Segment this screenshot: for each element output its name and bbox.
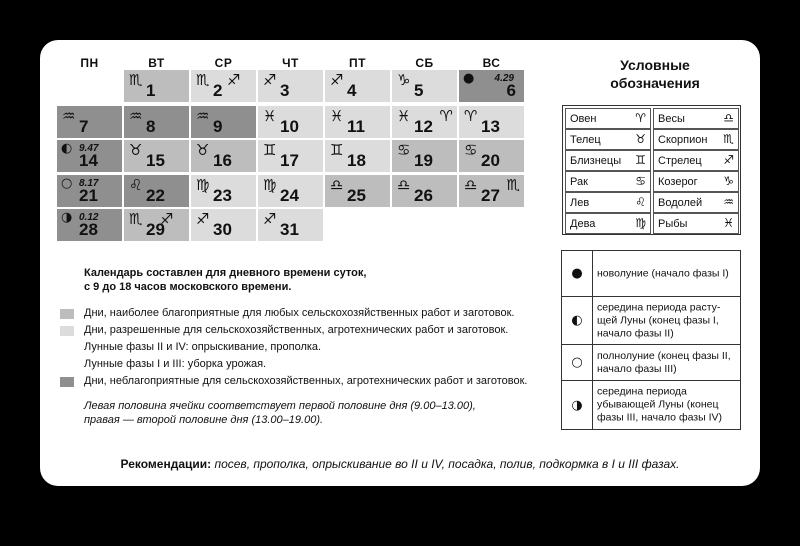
zodiac-legend-item <box>565 213 651 234</box>
day-cell <box>392 106 457 138</box>
day-cell <box>191 70 256 102</box>
day-cell <box>57 209 122 241</box>
zodiac-legend-item <box>653 192 739 213</box>
day-cell <box>258 175 323 207</box>
day-cell <box>459 106 524 138</box>
day-cell <box>392 70 457 102</box>
day-number: 31 <box>280 220 299 239</box>
phase-row-full-moon <box>562 344 740 380</box>
day-cell <box>191 209 256 241</box>
day-number: 19 <box>414 151 433 170</box>
zodiac-sign-icon: ♋ <box>397 141 411 159</box>
day-cell <box>57 140 122 172</box>
legend-title-line2: обозначения <box>610 75 700 91</box>
half-day-note-line1: Левая половина ячейки соответствует первой половине дня (9.00–13.00), <box>84 400 476 412</box>
zodiac-symbol-icon: ♋ <box>635 174 646 188</box>
phase-text: середина периода убывающей Луны (конец фазы III, начало фазы IV) <box>597 385 723 424</box>
zodiac-legend-item <box>653 171 739 192</box>
day-cell <box>124 209 189 241</box>
zodiac-sign-icon: ♉ <box>196 141 210 159</box>
zodiac-name: Близнецы <box>570 155 622 167</box>
zodiac-sign-icon: ♎ <box>330 176 344 194</box>
weekday-sat: СБ <box>415 56 434 70</box>
allowed-swatch <box>60 326 74 336</box>
phase-row-last-quarter <box>562 380 740 429</box>
day-number: 2 <box>213 81 223 100</box>
weekday-thu: ЧТ <box>282 56 299 70</box>
day-cell <box>392 175 457 207</box>
zodiac-name: Скорпион <box>658 134 708 146</box>
day-cell <box>258 140 323 172</box>
zodiac-symbol-icon: ♈ <box>635 111 646 125</box>
day-number: 16 <box>213 151 232 170</box>
day-cell <box>325 175 390 207</box>
day-cell <box>258 70 323 102</box>
day-cell <box>459 175 524 207</box>
day-cell <box>191 175 256 207</box>
zodiac-name: Козерог <box>658 176 698 188</box>
zodiac-legend-item <box>653 108 739 129</box>
zodiac-sign-icon: ♐ <box>263 210 277 228</box>
legend-title-line1: Условные <box>620 57 690 73</box>
day-cell <box>325 140 390 172</box>
phase-text: новолуние (начало фазы I) <box>597 267 729 279</box>
day-number: 18 <box>347 151 366 170</box>
zodiac-sign-icon: ♐ <box>330 71 344 89</box>
day-number: 28 <box>79 220 98 239</box>
zodiac-symbol-icon: ♉ <box>635 132 646 146</box>
day-number: 9 <box>213 117 223 136</box>
day-number: 27 <box>481 186 500 205</box>
moon-phase-icon: ○ <box>61 176 73 191</box>
zodiac-legend-item <box>565 171 651 192</box>
day-number: 25 <box>347 186 366 205</box>
zodiac-sign-icon: ♓ <box>330 107 344 125</box>
day-number: 8 <box>146 117 156 136</box>
zodiac-sign-icon: ♈ <box>464 107 478 125</box>
day-cell <box>325 70 390 102</box>
phase-text: полнолуние (конец фазы II, начало фазы III) <box>597 349 731 375</box>
phase-time: 0.12 <box>79 212 99 223</box>
zodiac-sign-icon: ♒ <box>129 107 143 125</box>
day-number: 3 <box>280 81 290 100</box>
zodiac-name: Водолей <box>658 197 703 209</box>
day-number: 20 <box>481 151 500 170</box>
phase-time: 8.17 <box>79 178 99 189</box>
phases-1-3-text: Лунные фазы I и III: уборка урожая. <box>84 358 267 370</box>
phase-text: середина периода расту-щей Луны (конец фазы I, начало фазы II) <box>597 301 721 339</box>
zodiac-sign-icon: ♋ <box>464 141 478 159</box>
day-cell <box>124 106 189 138</box>
favorable-days-text: Дни, наиболее благоприятные для любых сельскохозяйственных работ и заготовок. <box>84 307 515 319</box>
day-cell <box>258 106 323 138</box>
zodiac-sign-icon: ♏ <box>196 71 210 89</box>
unfavorable-swatch <box>60 377 74 387</box>
day-number: 5 <box>414 81 424 100</box>
day-number: 26 <box>414 186 433 205</box>
day-number: 24 <box>280 186 299 205</box>
zodiac-sign-icon: ♍ <box>196 176 210 194</box>
day-cell <box>459 70 524 102</box>
zodiac-sign-icon: ♒ <box>196 107 210 125</box>
weekday-mon: ПН <box>80 56 99 70</box>
zodiac-symbol-icon: ♒ <box>723 195 734 209</box>
day-cell <box>124 140 189 172</box>
zodiac-sign-icon: ♐ <box>227 71 241 89</box>
zodiac-legend-item <box>653 129 739 150</box>
day-number: 11 <box>347 117 365 136</box>
day-cell <box>57 106 122 138</box>
zodiac-legend-table <box>562 105 741 235</box>
zodiac-legend-item <box>565 108 651 129</box>
half-day-note-line2: правая — второй половине дня (13.00–19.00). <box>84 414 324 426</box>
zodiac-symbol-icon: ♌ <box>635 195 646 209</box>
zodiac-sign-icon: ♈ <box>439 107 453 125</box>
zodiac-sign-icon: ♐ <box>196 210 210 228</box>
zodiac-symbol-icon: ♎ <box>723 111 734 125</box>
new-moon-icon: ● <box>562 251 593 296</box>
favorable-swatch <box>60 309 74 319</box>
zodiac-symbol-icon: ♏ <box>723 132 734 146</box>
zodiac-sign-icon: ♐ <box>160 210 174 228</box>
zodiac-sign-icon: ♉ <box>129 141 143 159</box>
zodiac-sign-icon: ♐ <box>263 71 277 89</box>
phase-row-new-moon <box>562 251 740 296</box>
moon-phase-legend-table <box>561 250 741 430</box>
day-number: 6 <box>506 81 516 100</box>
zodiac-name: Телец <box>570 134 601 146</box>
day-number: 10 <box>280 117 299 136</box>
day-number: 23 <box>213 186 232 205</box>
zodiac-sign-icon: ♓ <box>263 107 277 125</box>
zodiac-sign-icon: ♎ <box>397 176 411 194</box>
zodiac-sign-icon: ♌ <box>129 176 143 194</box>
zodiac-legend-item <box>653 150 739 171</box>
last-quarter-icon: ◑ <box>562 381 593 429</box>
moon-phase-icon: ◐ <box>61 141 73 156</box>
day-number: 21 <box>79 186 98 205</box>
calendar-note-line2: с 9 до 18 часов московского времени. <box>84 281 292 293</box>
first-quarter-icon: ◐ <box>562 297 593 344</box>
zodiac-sign-icon: ♑ <box>397 71 411 89</box>
zodiac-sign-icon: ♓ <box>397 107 411 125</box>
recommendations-label: Рекомендации: <box>120 457 212 471</box>
zodiac-name: Рак <box>570 176 588 188</box>
weekday-sun: ВС <box>482 56 501 70</box>
day-number: 12 <box>414 117 433 136</box>
weekday-wed: СР <box>214 56 233 70</box>
day-number: 22 <box>146 186 165 205</box>
unfavorable-days-text: Дни, неблагоприятные для сельскохозяйственных, агротехнических работ и заготовок. <box>84 375 528 387</box>
phases-2-4-text: Лунные фазы II и IV: опрыскивание, прополка. <box>84 341 322 353</box>
zodiac-symbol-icon: ♓ <box>723 216 734 230</box>
day-number: 1 <box>146 81 156 100</box>
calendar-note-line1: Календарь составлен для дневного времени суток, <box>84 267 367 279</box>
zodiac-symbol-icon: ♊ <box>635 153 646 167</box>
day-cell <box>258 209 323 241</box>
moon-phase-icon: ◑ <box>61 210 73 225</box>
day-number: 14 <box>79 151 98 170</box>
day-cell <box>325 106 390 138</box>
day-cell <box>191 140 256 172</box>
zodiac-sign-icon: ♏ <box>129 210 143 228</box>
moon-phase-icon: ● <box>463 71 475 86</box>
zodiac-sign-icon: ♍ <box>263 176 277 194</box>
day-cell <box>459 140 524 172</box>
zodiac-name: Лев <box>570 197 590 209</box>
zodiac-sign-icon: ♊ <box>330 141 344 159</box>
allowed-days-text: Дни, разрешенные для сельскохозяйственных, агротехнических работ и заготовок. <box>84 324 509 336</box>
day-number: 7 <box>79 117 89 136</box>
zodiac-name: Рыбы <box>658 218 688 230</box>
zodiac-symbol-icon: ♑ <box>723 174 734 188</box>
zodiac-symbol-icon: ♍ <box>635 216 646 230</box>
phase-row-first-quarter <box>562 296 740 344</box>
zodiac-legend-item <box>565 150 651 171</box>
day-cell <box>124 175 189 207</box>
day-number: 13 <box>481 117 500 136</box>
zodiac-name: Овен <box>570 113 597 125</box>
recommendations <box>0 457 800 471</box>
day-number: 29 <box>146 220 165 239</box>
zodiac-sign-icon: ♏ <box>506 176 520 194</box>
zodiac-sign-icon: ♎ <box>464 176 478 194</box>
zodiac-legend-item <box>565 129 651 150</box>
zodiac-legend-item <box>565 192 651 213</box>
day-number: 30 <box>213 220 232 239</box>
day-cell <box>124 70 189 102</box>
zodiac-name: Весы <box>658 113 685 125</box>
zodiac-legend-item <box>653 213 739 234</box>
day-number: 15 <box>146 151 165 170</box>
day-cell <box>392 140 457 172</box>
day-cell <box>191 106 256 138</box>
phase-time: 9.47 <box>79 143 99 154</box>
zodiac-name: Дева <box>570 218 596 230</box>
day-number: 17 <box>280 151 299 170</box>
weekday-fri: ПТ <box>349 56 366 70</box>
legend-title <box>560 56 750 92</box>
zodiac-sign-icon: ♏ <box>129 71 143 89</box>
recommendations-text: посев, прополка, опрыскивание во II и IV, посадка, полив, подкормка в I и III фазах. <box>211 457 680 471</box>
day-cell <box>57 175 122 207</box>
zodiac-symbol-icon: ♐ <box>723 153 734 167</box>
zodiac-sign-icon: ♒ <box>62 107 76 125</box>
weekday-tue: ВТ <box>148 56 165 70</box>
day-number: 4 <box>347 81 357 100</box>
full-moon-icon: ○ <box>562 345 593 380</box>
phase-time: 4.29 <box>494 73 514 84</box>
zodiac-sign-icon: ♊ <box>263 141 277 159</box>
zodiac-name: Стрелец <box>658 155 702 167</box>
